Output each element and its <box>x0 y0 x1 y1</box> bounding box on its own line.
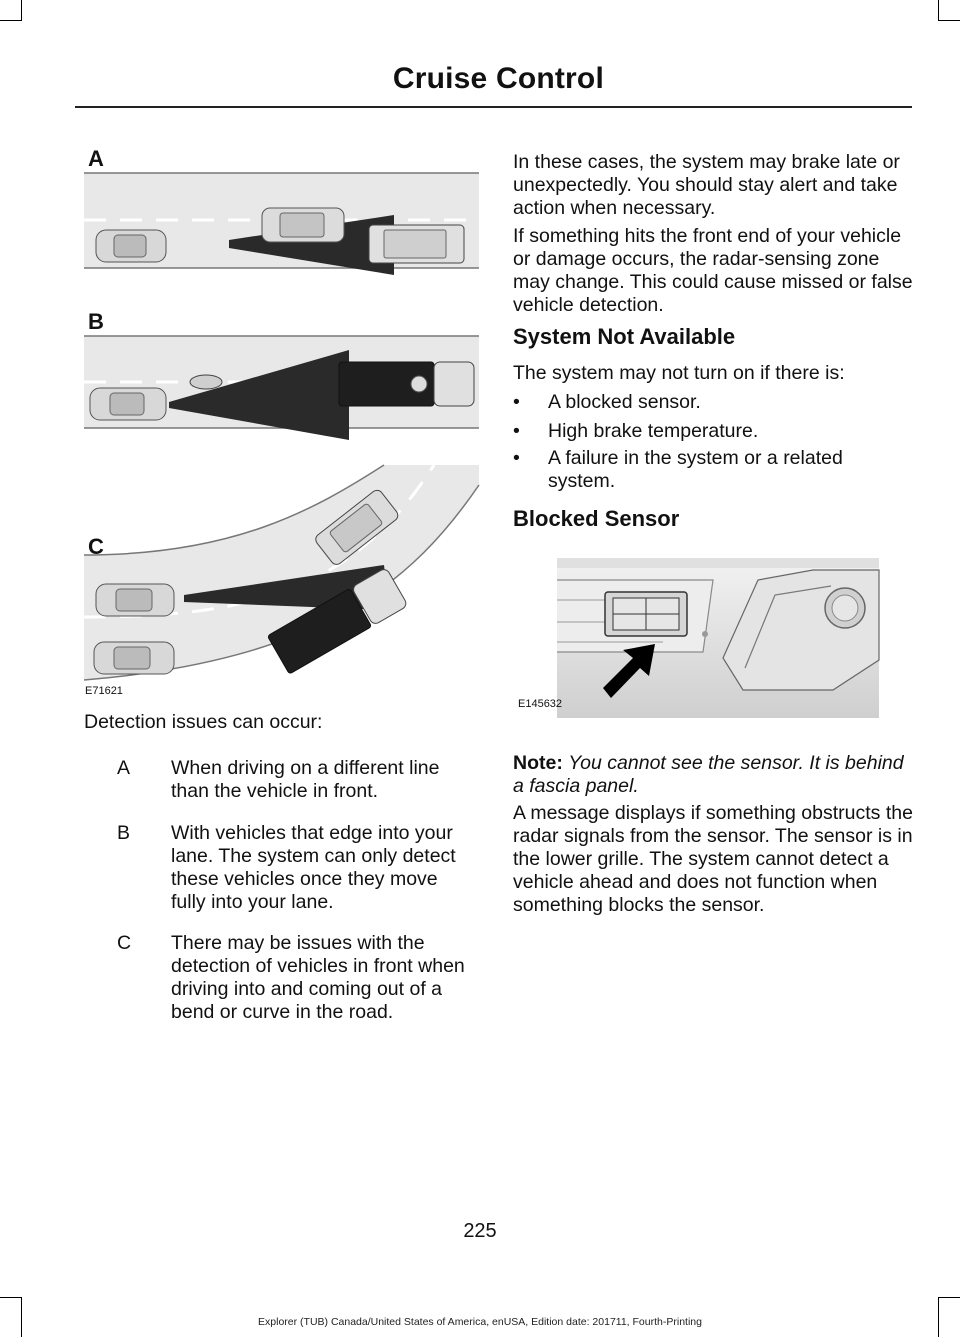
list-item-key: A <box>117 757 131 779</box>
not-available-intro: The system may not turn on if there is: <box>513 362 845 384</box>
crop-mark <box>0 1297 22 1298</box>
bullet-dot: • <box>513 391 520 413</box>
crop-mark <box>21 0 22 20</box>
list-item <box>513 420 903 444</box>
sensor-location-illustration <box>513 550 883 722</box>
bullet-dot: • <box>513 447 520 469</box>
section-heading-blocked-sensor: Blocked Sensor <box>513 506 680 531</box>
crop-mark <box>0 20 22 21</box>
list-item <box>117 932 477 1032</box>
note-text: You cannot see the sensor. It is behind a fascia panel. <box>513 752 904 797</box>
detection-issues-figure <box>84 140 484 700</box>
sensor-location-figure <box>513 550 883 722</box>
figure-label-a: A <box>88 146 104 171</box>
list-item <box>117 757 477 807</box>
list-item <box>513 447 903 495</box>
list-item-text: When driving on a different line than the vehicle in front. <box>171 757 440 802</box>
bullet-text: A blocked sensor. <box>548 391 701 413</box>
list-item-text: With vehicles that edge into your lane. The system can only detect these vehicles once they move fully into your lane. <box>171 822 456 913</box>
list-item <box>117 822 477 922</box>
caution-paragraph: In these cases, the system may brake late or unexpectedly. You should stay alert and take action when necessary. <box>513 151 900 219</box>
damage-paragraph: If something hits the front end of your vehicle or damage occurs, the radar-sensing zone may change. This could cause missed or false vehicle detection. <box>513 225 913 316</box>
page-title: Cruise Control <box>392 62 604 95</box>
crop-mark <box>938 0 939 20</box>
bullet-text: A failure in the system or a related system. <box>548 447 843 492</box>
bullet-text: High brake temperature. <box>548 420 759 442</box>
figure-label-b: B <box>88 309 104 334</box>
figure-label-c: C <box>88 534 104 559</box>
sensor-note <box>513 752 913 798</box>
list-item-text: There may be issues with the detection of vehicles in front when driving into and coming out of a bend or curve in the road. <box>171 932 465 1023</box>
title-divider <box>75 106 912 108</box>
figure-code: E145632 <box>518 698 563 710</box>
page-footer: Explorer (TUB) Canada/United States of America, enUSA, Edition date: 201711, Fourth-Printing <box>258 1316 702 1328</box>
bullet-dot: • <box>513 420 520 442</box>
detection-intro: Detection issues can occur: <box>84 711 323 733</box>
crop-mark <box>938 20 960 21</box>
list-item <box>513 391 903 415</box>
crop-mark <box>938 1297 960 1298</box>
figure-code: E71621 <box>85 685 123 697</box>
detection-issues-illustration <box>84 140 484 700</box>
list-item-key: B <box>117 822 131 844</box>
note-label: Note: <box>513 752 563 774</box>
page-number: 225 <box>463 1220 497 1242</box>
section-heading-system-not-available: System Not Available <box>513 324 736 349</box>
list-item-key: C <box>117 932 132 954</box>
blocked-sensor-paragraph: A message displays if something obstructs the radar signals from the sensor. The sensor is in the lower grille. The system cannot detect a vehicle ahead and does not function when something blocks the sensor. <box>513 802 913 916</box>
